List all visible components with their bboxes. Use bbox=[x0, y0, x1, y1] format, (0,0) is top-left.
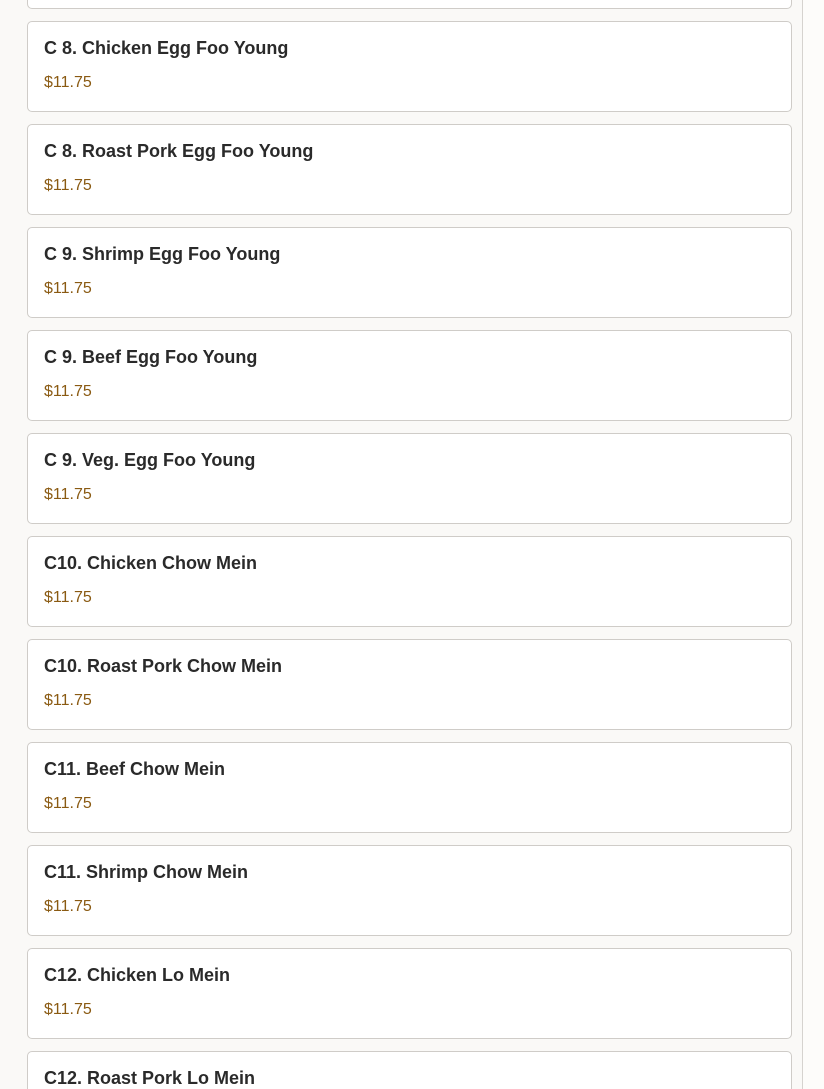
menu-item-name: C 8. Roast Pork Egg Foo Young bbox=[44, 141, 314, 161]
menu-item-name: C 9. Shrimp Egg Foo Young bbox=[44, 244, 281, 264]
menu-item-price: $11.75 bbox=[44, 177, 92, 194]
menu-item-name: C11. Beef Chow Mein bbox=[44, 759, 226, 779]
menu-item-name: C12. Chicken Lo Mein bbox=[44, 965, 231, 985]
menu-item-name: C 8. Chicken Egg Foo Young bbox=[44, 38, 289, 58]
menu-item-list bbox=[27, 0, 792, 1089]
menu-item-card[interactable] bbox=[27, 742, 792, 833]
menu-item-name: C 9. Veg. Egg Foo Young bbox=[44, 450, 256, 470]
menu-item-name: C11. Shrimp Chow Mein bbox=[44, 862, 249, 882]
menu-item-price: $11.75 bbox=[44, 1001, 92, 1018]
menu-item-card[interactable] bbox=[27, 536, 792, 627]
menu-item-card[interactable] bbox=[27, 433, 792, 524]
menu-item-card[interactable] bbox=[27, 124, 792, 215]
menu-item-price: $11.75 bbox=[44, 692, 92, 709]
menu-item-price: $11.75 bbox=[44, 589, 92, 606]
menu-item-card[interactable] bbox=[27, 639, 792, 730]
menu-item-card[interactable] bbox=[27, 845, 792, 936]
menu-item-card[interactable] bbox=[27, 330, 792, 421]
menu-item-price: $11.75 bbox=[44, 74, 92, 91]
menu-item-price: $11.75 bbox=[44, 383, 92, 400]
menu-item-name: C12. Roast Pork Lo Mein bbox=[44, 1068, 256, 1088]
menu-item-price: $11.75 bbox=[44, 486, 92, 503]
menu-item-price: $11.75 bbox=[44, 795, 92, 812]
menu-item-card[interactable] bbox=[27, 0, 792, 9]
menu-item-card[interactable] bbox=[27, 21, 792, 112]
menu-item-card[interactable] bbox=[27, 1051, 792, 1089]
menu-item-card[interactable] bbox=[27, 227, 792, 318]
menu-item-price: $11.75 bbox=[44, 280, 92, 297]
menu-item-name: C10. Roast Pork Chow Mein bbox=[44, 656, 283, 676]
menu-item-name: C10. Chicken Chow Mein bbox=[44, 553, 258, 573]
menu-item-price: $11.75 bbox=[44, 898, 92, 915]
menu-item-card[interactable] bbox=[27, 948, 792, 1039]
menu-item-name: C 9. Beef Egg Foo Young bbox=[44, 347, 258, 367]
